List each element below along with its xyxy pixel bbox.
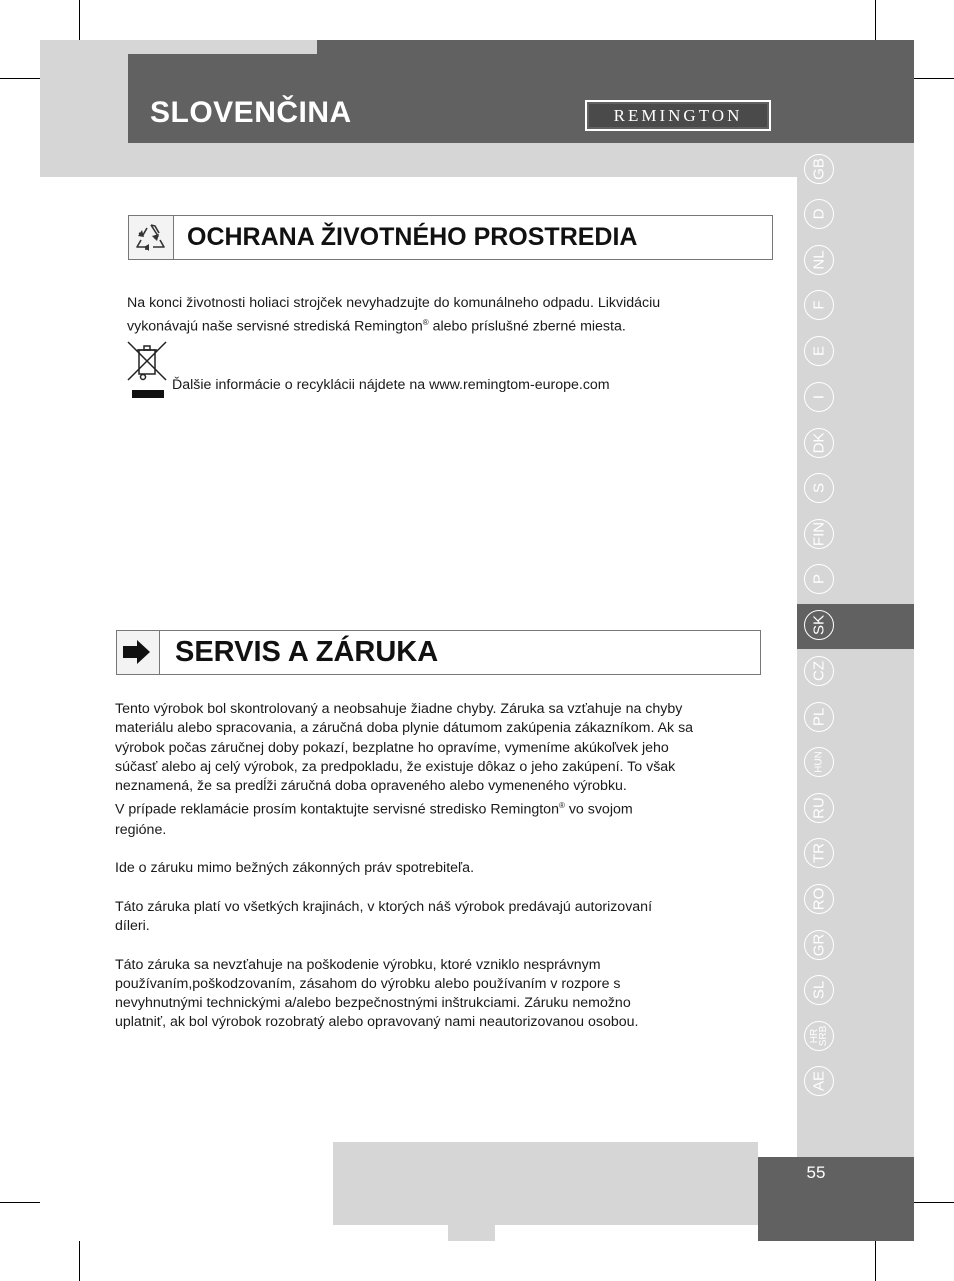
tab-label: S bbox=[810, 482, 828, 494]
tab-label: FIN bbox=[810, 521, 828, 547]
language-tab-nl[interactable] bbox=[804, 245, 834, 275]
recycling-info: Ďalšie informácie o recyklácii nájdete na www.remingtom-europe.com bbox=[172, 377, 610, 393]
language-tab-p[interactable] bbox=[804, 564, 834, 594]
language-tab-s[interactable] bbox=[804, 473, 834, 503]
language-tab-e[interactable] bbox=[804, 336, 834, 366]
crop-mark bbox=[875, 0, 876, 40]
text-line: Táto záruka platí vo všetkých krajinách, v ktorých náš výrobok predávajú autorizovaní bbox=[115, 898, 653, 915]
text-line: uplatniť, ak bol výrobok rozobratý alebo opravovaný nami neautorizovanou osobou. bbox=[115, 1014, 639, 1031]
crop-mark bbox=[0, 78, 40, 79]
tab-label: SL bbox=[810, 980, 828, 1000]
text-line: materiálu alebo spracovania, a záručná doba plynie dátumom zakúpenia zákazníkom. Ak sa bbox=[115, 720, 694, 737]
tab-label: TR bbox=[810, 843, 828, 863]
tab-label-group bbox=[810, 1026, 828, 1047]
language-tab-fin[interactable] bbox=[804, 519, 834, 549]
tab-label: RO bbox=[810, 887, 828, 911]
language-tab-pl[interactable] bbox=[804, 702, 834, 732]
tab-label: RU bbox=[810, 797, 828, 819]
text-segment: V prípade reklamácie prosím kontaktujte servisné stredisko Remington bbox=[115, 802, 559, 819]
tab-label: I bbox=[810, 394, 828, 400]
text-line: Ide o záruku mimo bežných zákonných práv spotrebiteľa. bbox=[115, 860, 475, 877]
text-line bbox=[115, 796, 765, 820]
registered-mark: ® bbox=[422, 318, 429, 328]
header-dark-notch bbox=[590, 40, 914, 56]
section-title: OCHRANA ŽIVOTNÉHO PROSTREDIA bbox=[187, 223, 638, 251]
text-line: používaním,poškodzovaním, zásahom do výrobku alebo používaním v rozpore s bbox=[115, 975, 621, 992]
crop-mark bbox=[914, 78, 954, 79]
text-line: díleri. bbox=[115, 918, 150, 934]
environment-paragraph bbox=[127, 294, 767, 337]
language-tab-d[interactable] bbox=[804, 199, 834, 229]
header-dark-notch bbox=[317, 40, 590, 56]
language-tab-gb[interactable] bbox=[804, 154, 834, 184]
text-line: Tento výrobok bol skontrolovaný a neobsahuje žiadne chyby. Záruka sa vzťahuje na chyby bbox=[115, 701, 683, 717]
tab-label: CZ bbox=[810, 661, 828, 681]
language-tab-hun[interactable] bbox=[804, 747, 834, 777]
registered-mark: ® bbox=[558, 801, 565, 811]
crop-mark bbox=[875, 1241, 876, 1281]
tab-label: P bbox=[810, 573, 828, 585]
language-tab-cz[interactable] bbox=[804, 656, 834, 686]
language-tab-hr-srb[interactable] bbox=[804, 1021, 834, 1051]
language-tab-gr[interactable] bbox=[804, 930, 834, 960]
language-tab-ae[interactable] bbox=[804, 1066, 834, 1096]
crop-mark bbox=[79, 0, 80, 40]
remington-logo bbox=[585, 100, 771, 131]
footer-light-band bbox=[333, 1142, 758, 1225]
text-line: neznamená, že sa predĺži záručná doba opraveného alebo vymeneného výrobku. bbox=[115, 778, 627, 795]
arrow-right-icon bbox=[117, 631, 160, 674]
tab-label: GB bbox=[810, 158, 828, 180]
language-tab-ru[interactable] bbox=[804, 793, 834, 823]
tab-label: SK bbox=[810, 614, 828, 636]
tab-label: DK bbox=[810, 432, 828, 454]
crossed-out-bin-icon bbox=[126, 340, 170, 400]
text-line: súčasť alebo aj celý výrobok, za predpokladu, že existuje dôkaz o jeho zakúpení. To však bbox=[115, 758, 676, 775]
tab-label: NL bbox=[810, 250, 828, 270]
language-tab-dk[interactable] bbox=[804, 428, 834, 458]
brand-logo-text: REMINGTON bbox=[589, 104, 767, 127]
tab-label: AE bbox=[810, 1070, 828, 1092]
language-tab-tr[interactable] bbox=[804, 838, 834, 868]
text-line: výrobok počas záručnej doby pokazí, bezplatne ho opravíme, vymeníme akúkoľvek jeho bbox=[115, 739, 669, 756]
text-line bbox=[127, 313, 767, 337]
language-tab-ro[interactable] bbox=[804, 884, 834, 914]
recycle-icon bbox=[129, 216, 174, 259]
footer-notch bbox=[448, 1225, 495, 1241]
language-tab-sl[interactable] bbox=[804, 975, 834, 1005]
text-line: regióne. bbox=[115, 821, 167, 838]
language-tab-sk[interactable] bbox=[804, 610, 834, 640]
tab-label: D bbox=[810, 208, 828, 220]
language-tab-i[interactable] bbox=[804, 382, 834, 412]
page-title: SLOVENČINA bbox=[150, 96, 352, 129]
tab-label: HUN bbox=[813, 751, 825, 773]
section-title: SERVIS A ZÁRUKA bbox=[175, 636, 439, 668]
text-line: Na konci životnosti holiaci strojček nevyhadzujte do komunálneho odpadu. Likvidáciu bbox=[127, 295, 661, 311]
tab-label: E bbox=[810, 345, 828, 357]
warranty-text bbox=[115, 700, 765, 1033]
crop-mark bbox=[914, 1202, 954, 1203]
tab-label: F bbox=[810, 300, 828, 310]
tab-label: GR bbox=[810, 933, 828, 957]
crop-mark bbox=[0, 1202, 40, 1203]
text-segment: vykonávajú naše servisné strediská Remington bbox=[127, 319, 423, 336]
crop-mark bbox=[79, 1241, 80, 1281]
tab-label: HR bbox=[809, 1028, 820, 1044]
text-segment: vo svojom bbox=[564, 802, 633, 819]
section-warranty-header bbox=[116, 630, 761, 675]
text-segment: alebo príslušné zberné miesta. bbox=[428, 319, 626, 336]
text-line: nevyhnutnými technickými a/alebo bezpečnostnými inštrukciami. Záruku nemožno bbox=[115, 995, 631, 1012]
header-gap bbox=[125, 40, 317, 54]
section-environment-header bbox=[128, 215, 773, 260]
text-line: Táto záruka sa nevzťahuje na poškodenie výrobku, ktoré vzniklo nesprávnym bbox=[115, 956, 601, 973]
page-number: 55 bbox=[806, 1163, 826, 1182]
tab-label: SRB bbox=[818, 1025, 829, 1047]
language-tab-f[interactable] bbox=[804, 290, 834, 320]
tab-label: PL bbox=[810, 707, 828, 727]
